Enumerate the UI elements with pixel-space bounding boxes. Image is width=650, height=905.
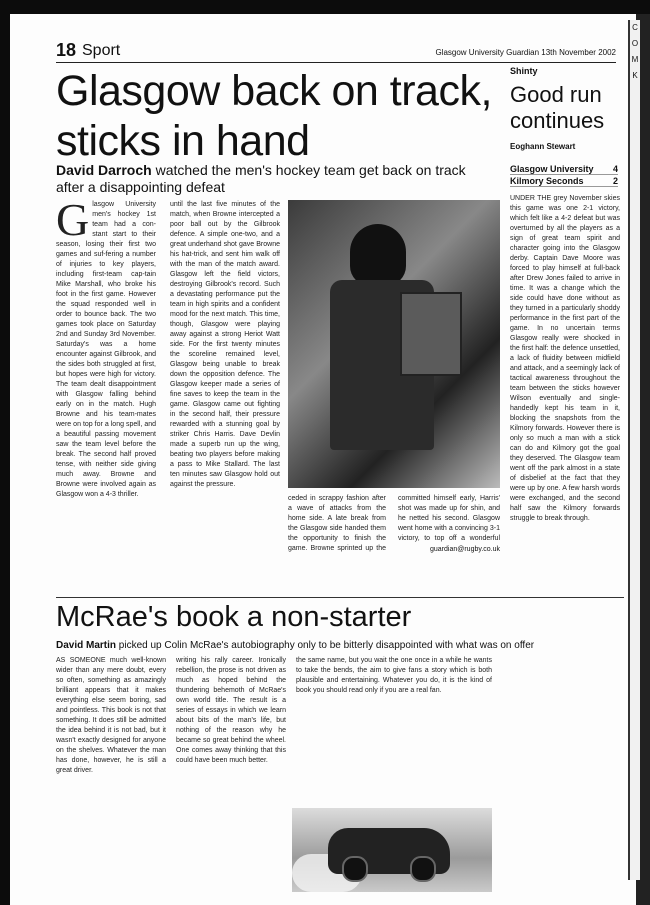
issue-date: Glasgow University Guardian 13th November 2002 [435,48,616,57]
section-name: Sport [82,42,121,59]
edge-letter: O [631,39,639,48]
shinty-author: Eoghann Stewart [510,142,576,151]
mcrae-col2 [176,656,286,892]
score-team: Glasgow University [510,164,594,174]
mcrae-author: David Martin [56,640,117,651]
photo-credit: guardian@rugby.co.uk [430,546,501,553]
page-number: 18 [56,40,77,60]
hockey-goalkeeper-photo [288,200,500,488]
hockey-headline [56,66,496,166]
rally-car [328,828,450,874]
score-row [510,164,618,175]
hockey-standfirst-text: watched the men's hockey team get back on track after a disappointing defeat [56,162,466,195]
score-row [510,176,618,187]
hockey-col4 [398,494,500,544]
page-header [56,40,616,63]
goalkeeper-pad [400,292,462,376]
score-team: Kilmory Seconds [510,176,584,186]
hockey-col4-text: committed himself early, Harris' shot was made up for shin, and he netted his second. Glasgow went home with a convincing 3-1 victory, to top off a wonderful [398,495,500,542]
car-wheel [342,856,368,882]
shinty-body [510,194,620,896]
section-divider [56,597,624,598]
rally-car-photo [292,808,492,892]
car-wheel [410,856,436,882]
score-value: 2 [612,176,618,186]
edge-letter: M [631,55,639,64]
shinty-body-text: UNDER THE grey November skies this game was one 2-1 victory, which felt like a 4-2 defeat but was overturned by all the players as a sign of great team spirit and character going into the Glasgow derby. Captain Dave Moore was forced to play himself at full-back after Drew Jones failed to arrive in time. It was a change which the side could have done without as they turned in a particularly shoddy performance in the first part of the game. In no uncertain terms Glasgow really were shocked in the first half: the defence unsettled, a lack of fluidity between midfield and attack, and a seemingly lack of tactical awareness throughout the team between the sticks however Wilson eventually and single-handedly kept his team in it, blocking the snapshots from the Kilmory forwards. However there is only so much a man with a stick can do and Kilmory got the goal they deserved. The Glasgow team went off the park almost in a state of disbelief at the fact that they were up by one. A few harsh words were exchanged, and the second half saw the Kilmory forwards struggle to break through. [510,195,620,522]
scan-border-left [0,0,10,905]
hockey-col2-text: until the last five minutes of the match, when Browne intercepted a poor ball out by the Gilbrook defence. A simple one-two, and a great underhand shot gave Browne his hat-trick, and sent him walk off with the man of the match award. Glasgow left the field victors, destroying Gilbrook's record. Such a devastating performance put the team in high spirits and a confident mood for the next match. This time, though, Glasgow were playing away against a strong Heriot Watt side. For the first twenty minutes the scoreline remained level, Glasgow being unable to break down the opposition defence. The Glasgow keeper made a series of fine saves to keep the team in the game. Glasgow came out fighting in the second half, their pressure rewarded with a stunning goal by striker Chris Harris. Dave Devlin made a superb run up the wing, beating two players before making a pass to Mike Stallard. The last ten minutes saw Glasgow hold out against the pressure. [170,201,280,488]
hockey-headline-line1: Glasgow back on track, [56,67,492,115]
drop-cap: G [56,200,90,245]
mcrae-col3-text: the same name, but you wait the one once in a while he wants to take the bends, the aim to give fans a story which is both plausible and entertaining. Whatever you do, it is the kind of book you should read only if you are a real fan. [296,657,492,694]
adjacent-page-edge [628,20,640,880]
goalkeeper-helmet [350,224,406,286]
hockey-author: David Darroch [56,162,152,178]
hockey-col1 [56,200,156,594]
scan-border-top [0,0,650,14]
mcrae-col1 [56,656,166,892]
edge-letter: K [632,71,638,80]
hockey-headline-line2: sticks in hand [56,117,310,165]
mcrae-standfirst [56,640,616,652]
mcrae-col3 [296,656,492,804]
shinty-kicker: Shinty [510,66,538,76]
hockey-col2 [170,200,280,594]
mcrae-col2-text: writing his rally career. Ironically rebellion, the prose is not driven as much as hoped behind the thundering behemoth of McRae's own world title. The result is a series of essays in which we learn about bits of the man's life, but nothing of the reason why he became so great behind the wheel. One comes away thinking that this could have been much better. [176,657,286,764]
hockey-col1-text: lasgow University men's hockey 1st team had a con-stant start to their season, losing their first two games and suf-fering a number of injuries to key players, including first-team cap-tain Mike Marshall, who broke his foot in the first game. However the squad responded well in order to bounce back. The two games took place on Saturday 2nd and Sunday 3rd November. Saturday's was a home encounter against Gilbrook, and the sides both struggled at first, but hopes were high for victory. The team dealt disappointment with Glasgow falling behind early on in the match. Hugh Browne and his team-mates were on top for a long spell, and a beautiful passing movement saw the team level before the break. The second half proved tense, with neither side giving much away. Browne and Browne were involved again as Glasgow won a 4-3 thriller. [56,201,156,498]
hockey-col3-text: ceded in scrappy fashion after a wave of attacks from the home side. A late break from the Glasgow side handed them the opportunity to finish the game. Browne sprinted up the [288,495,386,552]
mcrae-headline: McRae's book a non-starter [56,601,412,633]
hockey-col3 [288,494,386,554]
edge-letter: C [632,23,638,32]
score-value: 4 [612,164,618,174]
mcrae-standfirst-text: picked up Colin McRae's autobiography only to be bitterly disappointed with what was on offer [118,640,535,651]
mcrae-col1-text: AS SOMEONE much well-known wider than any mere doubt, every so often, something as amazingly brilliant appears that it makes everything else seem boring, sad and pointless. This book is not that something. It does still be admitted the idea behind it is not bad, but it wasn't exactly designed for anyone on the shelves. Whatever the man has done, however, he is still a great driver. [56,657,166,774]
shinty-headline: Good run continues [510,82,605,133]
hockey-standfirst [56,162,496,196]
